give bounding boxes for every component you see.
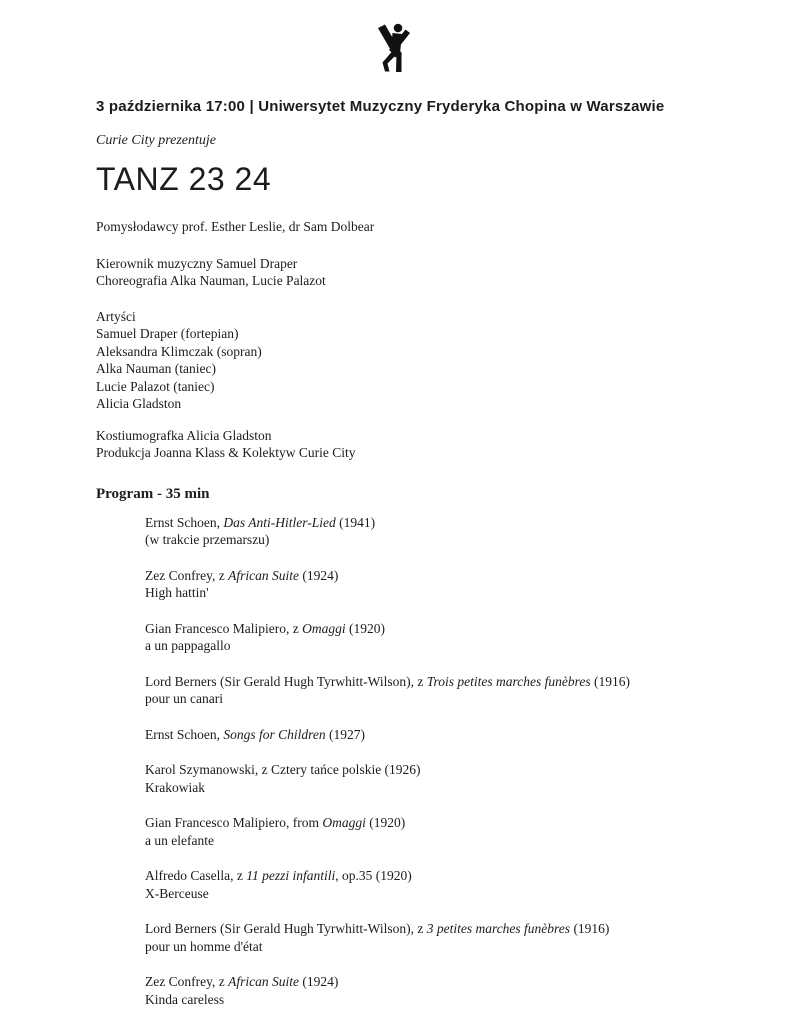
program-item-work-title: Songs for Children [223, 726, 326, 742]
program-item-movement-line: pour un canari [145, 691, 223, 707]
program-item-composer-line [145, 567, 694, 585]
program-item-pre-text: Ernst Schoen, [145, 726, 224, 742]
program-item-pre-text: Zez Confrey, z [145, 567, 229, 583]
dancer-logo-icon [372, 23, 418, 73]
program-item-pre-text: Karol Szymanowski, z Cztery tańce polskie (1926) [145, 762, 421, 778]
program-item-pre-text: Alfredo Casella, z [145, 868, 247, 884]
program-item-work-title: Das Anti-Hitler-Lied [223, 514, 336, 530]
concept-credit-line: Pomysłodawcy prof. Esther Leslie, dr Sam Dolbear [96, 219, 375, 235]
program-item-year-text: (1916) [590, 673, 630, 689]
program-item-pre-text: Zez Confrey, z [145, 974, 229, 990]
event-info-line: 3 października 17:00 | Uniwersytet Muzyczny Fryderyka Chopina w Warszawie [96, 98, 665, 115]
program-item-composer-line [145, 673, 694, 691]
program-item-work-title: Trois petites marches funèbres [426, 673, 591, 689]
program-item-year-text: (1924) [298, 974, 339, 990]
program-item-year-text: (1916) [570, 921, 610, 937]
program-item-pre-text: Ernst Schoen, [145, 514, 224, 530]
program-item-pre-text: Lord Berners (Sir Gerald Hugh Tyrwhitt-Wilson), z [145, 673, 427, 689]
artists-heading: Artyści [96, 308, 136, 324]
artist-line: Alicia Gladston [96, 396, 182, 412]
program-list [96, 514, 694, 1009]
artist-line: Alka Nauman (taniec) [96, 361, 216, 377]
program-item-composer-line [145, 973, 694, 991]
artist-line: Samuel Draper (fortepian) [96, 326, 239, 342]
program-item-composer-line [145, 761, 694, 779]
program-item-composer-line [145, 814, 694, 832]
program-item-work-title: Omaggi [302, 620, 346, 636]
program-item-work-title: 3 petites marches funèbres [426, 921, 571, 937]
program-item-composer-line [145, 867, 694, 885]
production-block [96, 427, 694, 462]
program-item [145, 761, 694, 796]
program-item-movement-line: pour un homme d'état [145, 938, 263, 954]
program-item-year-text: , op.35 (1920) [335, 868, 412, 884]
program-item-movement-line: a un elefante [145, 832, 214, 848]
program-heading: Program - 35 min [96, 485, 210, 502]
artist-line: Lucie Palazot (taniec) [96, 378, 215, 394]
logo-wrap [96, 0, 694, 73]
program-item [145, 567, 694, 602]
presenter-line: Curie City prezentuje [96, 133, 217, 148]
program-item-year-text: (1924) [298, 567, 339, 583]
program-item-year-text: (1927) [325, 726, 366, 742]
producer-line: Produkcja Joanna Klass & Kolektyw Curie City [96, 445, 356, 461]
music-director-line: Kierownik muzyczny Samuel Draper [96, 255, 298, 271]
program-item-year-text: (1920) [365, 815, 406, 831]
program-item-pre-text: Lord Berners (Sir Gerald Hugh Tyrwhitt-Wilson), z [145, 921, 427, 937]
program-item [145, 620, 694, 655]
program-item-work-title: 11 pezzi infantili [246, 868, 336, 884]
program-item-composer-line [145, 514, 694, 532]
program-item-year-text: (1920) [345, 620, 385, 636]
credits-block [96, 255, 694, 290]
program-item-composer-line [145, 920, 694, 938]
program-item [145, 726, 694, 744]
program-item-pre-text: Gian Francesco Malipiero, from [145, 815, 323, 831]
program-item [145, 814, 694, 849]
program-item-movement-line: a un pappagallo [145, 638, 231, 654]
program-item-movement-line: Krakowiak [145, 779, 205, 795]
program-item-year-text: (1941) [335, 514, 376, 530]
program-item-movement-line: Kinda careless [145, 991, 225, 1007]
choreography-line: Choreografia Alka Nauman, Lucie Palazot [96, 273, 326, 289]
program-item [145, 920, 694, 955]
program-item-work-title: African Suite [228, 974, 299, 990]
artists-list [96, 325, 694, 413]
page-title: TANZ 23 24 [96, 161, 272, 197]
program-item-movement-line: (w trakcie przemarszu) [145, 532, 270, 548]
program-item-work-title: African Suite [228, 567, 299, 583]
program-item-composer-line [145, 620, 694, 638]
program-item-pre-text: Gian Francesco Malipiero, z [145, 620, 303, 636]
program-item-composer-line [145, 726, 694, 744]
costume-designer-line: Kostiumografka Alicia Gladston [96, 427, 272, 443]
program-item-movement-line: High hattin' [145, 585, 209, 601]
program-item [145, 973, 694, 1008]
artist-line: Aleksandra Klimczak (sopran) [96, 343, 262, 359]
artists-block [96, 308, 694, 413]
program-item [145, 514, 694, 549]
program-item [145, 867, 694, 902]
program-item-work-title: Omaggi [322, 815, 366, 831]
program-item [145, 673, 694, 708]
program-item-movement-line: X-Berceuse [145, 885, 209, 901]
